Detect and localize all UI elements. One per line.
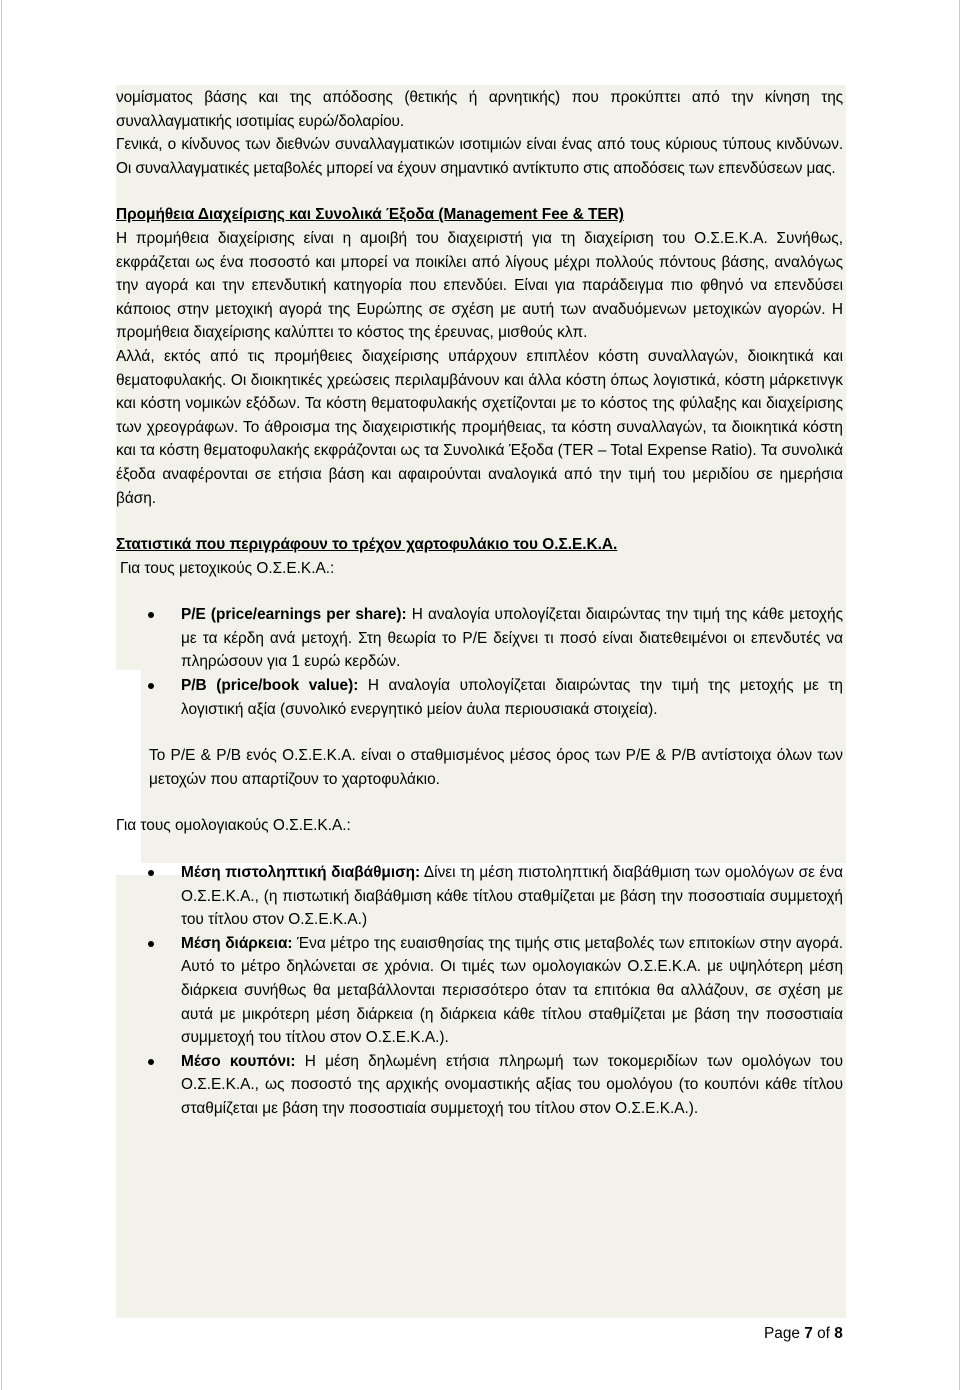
term-description: Δίνει τη μέση πιστοληπτική διαβάθμιση των ομολόγων σε ένα Ο.Σ.Ε.Κ.Α., (η πιστωτική διαβάθμιση κάθε τίτλου σταθμίζεται με βάση την ποσοστιαία συμμετοχή του τίτλου στον Ο.Σ.Ε.Κ.Α.) <box>181 864 843 929</box>
ter-paragraph-2: Αλλά, εκτός από τις προμήθειες διαχείρισης υπάρχουν επιπλέον κόστη συναλλαγών, διοικητικά και θεματοφυλακής. Οι διοικητικές χρεώσεις περιλαμβάνουν και άλλα κόστη όπως λογιστικά, κόστη μάρκετινγκ και κόστη νομικών εξόδων. Τα κόστη θεματοφυλακής σχετίζονται με το κόστος της φύλαξης και διαχείρισης των χρεογράφων. Το άθροισμα της διαχειριστικής προμήθειας, τα κόστη συναλλαγών, τα διοικητικά κόστη και τα κόστη θεματοφυλακής εκφράζονται ως τα Συνολικά Έξοδα (TER – Total Expense Ratio). Τα συνολικά έξοδα αναφέρονται σε ετήσια βάση και αφαιρούνται αναλογικά από την τιμή του μεριδίου σε ημερήσια βάση. <box>116 347 843 507</box>
equity-label: Για τους μετοχικούς Ο.Σ.Ε.Κ.Α.: <box>120 559 335 577</box>
term-description: Η αναλογία υπολογίζεται διαιρώντας την τιμή της κάθε μετοχής με τα κέρδη ανά μετοχή. Στη θεωρία το P/E δείχνει τι ποσό είναι διατεθειμένοι οι επενδυτές να πληρώσουν για 1 ευρώ κερδών. <box>181 606 843 671</box>
term-label: Μέσο κουπόνι: <box>181 1052 296 1070</box>
list-item <box>116 932 843 1050</box>
bond-bullet-list <box>116 861 843 1121</box>
term-label: Μέση πιστοληπτική διαβάθμιση: <box>181 864 421 882</box>
intro-paragraph-2: Γενικά, ο κίνδυνος των διεθνών συναλλαγματικών ισοτιμιών είναι ένας από τους κύριους τύπους κινδύνων. Οι συναλλαγματικές μεταβολές μπορεί να έχουν σημαντικό αντίκτυπο στις αποδόσεις των επενδύσεων μας. <box>116 136 843 177</box>
bullet-icon <box>148 1059 154 1065</box>
page-total: 8 <box>834 1325 843 1342</box>
bullet-icon <box>148 941 154 947</box>
bullet-icon <box>148 612 154 618</box>
ter-paragraph-1: Η προμήθεια διαχείρισης είναι η αμοιβή του διαχειριστή για τη διαχείριση του Ο.Σ.Ε.Κ.Α. Συνήθως, εκφράζεται ως ένα ποσοστό και μπορεί να ποικίλει από λίγους μέχρι πολλούς πόντους βάσης, αναλόγως την αγορά και την επενδυτική κατηγορία που επενδύει. Είναι για παράδειγμα πιο φθηνό να επενδύσει κάποιος στην μετοχική αγορά της Ευρώπης σε σχέση με αυτή των αναδυόμενων μετοχικών αγορών. Η προμήθεια διαχείρισης καλύπτει το κόστος της έρευνας, μισθούς κλπ. <box>116 229 843 342</box>
page-word: Page <box>764 1325 800 1342</box>
ter-heading: Προμήθεια Διαχείρισης και Συνολικά Έξοδα (Management Fee & TER) <box>116 206 624 224</box>
bullet-icon <box>148 870 154 876</box>
page-number-footer <box>764 1325 843 1343</box>
term-label: Μέση διάρκεια: <box>181 934 293 952</box>
stats-heading: Στατιστικά που περιγράφουν το τρέχον χαρτοφυλάκιο του Ο.Σ.Ε.Κ.Α. <box>116 536 618 554</box>
bond-label: Για τους ομολογιακούς Ο.Σ.Ε.Κ.Α.: <box>116 817 351 835</box>
term-description: Ένα μέτρο της ευαισθησίας της τιμής στις μεταβολές των επιτοκίων στην αγορά. Αυτό το μέτρο δηλώνεται σε χρόνια. Οι τιμές των ομολογιακών Ο.Σ.Ε.Κ.Α. με υψηλότερη μέση διάρκεια συνήθως θα μεταβάλλονται περισσότερο όταν τα επιτόκια θα αλλάζουν, σε σχέση με αυτά με μικρότερη μέση διάρκεια (η διάρκεια κάθε τίτλου σταθμίζεται με βάση την ποσοστιαία συμμετοχή του τίτλου στον Ο.Σ.Ε.Κ.Α.). <box>181 934 843 1047</box>
equity-note: Το P/E & P/B ενός Ο.Σ.Ε.Κ.Α. είναι ο σταθμισμένος μέσος όρος των P/E & P/B αντίστοιχα όλων των μετοχών που απαρτίζουν το χαρτοφυλάκιο. <box>149 747 843 788</box>
list-item <box>116 861 843 932</box>
term-label: P/B (price/book value): <box>181 677 359 695</box>
document-body <box>116 86 843 1121</box>
list-item <box>116 1050 843 1121</box>
term-description: Η αναλογία υπολογίζεται διαιρώντας την τιμή της μετοχής με τη λογιστική αξία (συνολικό ενεργητικό μείον άυλα περιουσιακά στοιχεία). <box>181 677 843 718</box>
list-item <box>116 603 843 674</box>
bullet-icon <box>148 683 154 689</box>
of-word: of <box>817 1325 830 1342</box>
term-description: Η μέση δηλωμένη ετήσια πληρωμή των τοκομεριδίων των ομολόγων του Ο.Σ.Ε.Κ.Α., ως ποσοστό της αρχικής ονομαστικής αξίας του ομολόγου (το κουπόνι κάθε τίτλου σταθμίζεται με βάση την ποσοστιαία συμμετοχή του τίτλου στον Ο.Σ.Ε.Κ.Α.). <box>181 1052 843 1117</box>
equity-bullet-list <box>116 603 843 721</box>
page-border-left <box>1 0 2 1390</box>
page-current: 7 <box>804 1325 813 1342</box>
intro-paragraph-1: νομίσματος βάσης και της απόδοσης (θετικής ή αρνητικής) που προκύπτει από την κίνηση της συναλλαγματικής ισοτιμίας ευρώ/δολαρίου. <box>116 89 843 130</box>
list-item <box>116 674 843 721</box>
term-label: P/E (price/earnings per share): <box>181 606 407 624</box>
